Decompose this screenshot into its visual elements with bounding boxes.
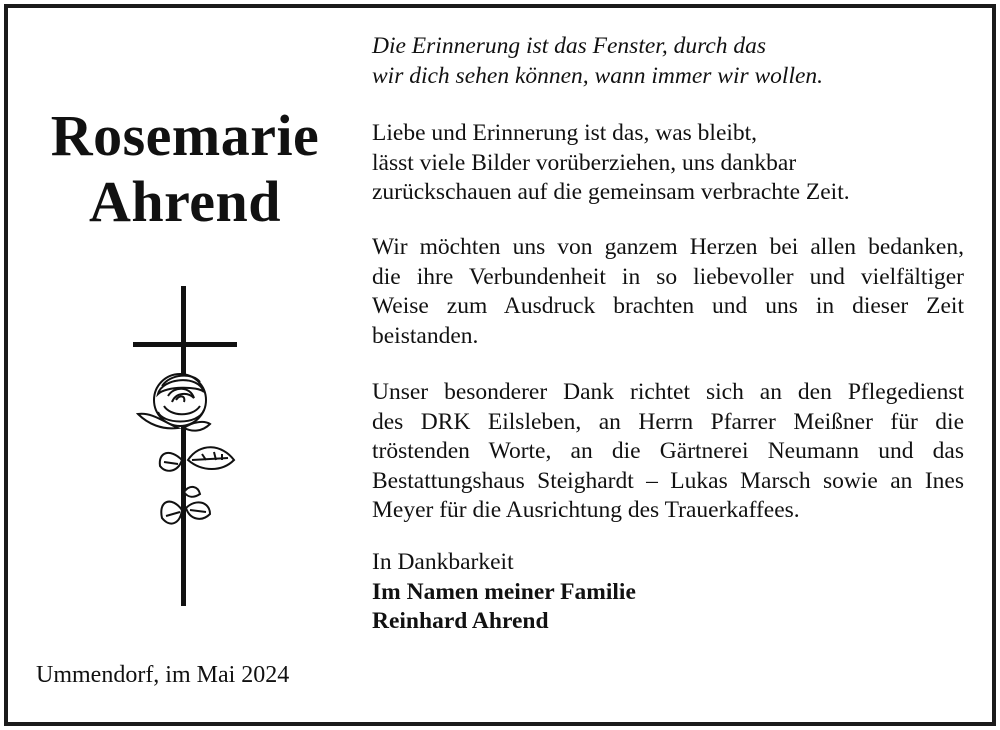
deceased-first-name: Rosemarie — [50, 103, 320, 168]
paragraph-line: zurückschauen auf die gemeinsam verbrachte Zeit. — [372, 179, 850, 205]
paragraph-line: Meyer für die Ausrichtung des Trauerkaffees. — [372, 497, 800, 523]
paragraph-line: Bestattungshaus Steighardt – Lukas Marsch sowie an Ines — [372, 467, 964, 494]
signature-intro: In Dankbarkeit — [372, 549, 514, 575]
signature-family: Im Namen meiner Familie — [372, 578, 636, 605]
paragraph-line: Unser besonderer Dank richtet sich an den Pflegedienst — [372, 379, 964, 405]
paragraph-line: die ihre Verbundenheit in so liebevoller und vielfältiger — [372, 263, 964, 290]
paragraph-line: Weise zum Ausdruck brachten und uns in dieser Zeit — [372, 293, 964, 319]
paragraph-line: lässt viele Bilder vorüberziehen, uns dankbar — [372, 149, 797, 176]
paragraph-line: des DRK Eilsleben, an Herrn Pfarrer Meißner für die — [372, 408, 964, 435]
quote — [372, 32, 964, 91]
quote-line: Die Erinnerung ist das Fenster, durch das — [372, 33, 767, 59]
quote-line: wir dich sehen können, wann immer wir wollen. — [372, 62, 824, 89]
paragraph-line: beistanden. — [372, 322, 479, 349]
paragraph-line: Wir möchten uns von ganzem Herzen bei allen bedanken, — [372, 234, 964, 260]
paragraph-line: tröstenden Worte, an die Gärtnerei Neumann und das — [372, 438, 964, 464]
paragraph-line: Liebe und Erinnerung ist das, was bleibt, — [372, 120, 758, 146]
place-date: Ummendorf, im Mai 2024 — [36, 662, 290, 688]
paragraph-memory — [372, 119, 964, 208]
paragraph-thanks — [372, 233, 964, 351]
signature-block — [372, 548, 964, 637]
paragraph-special-thanks — [372, 378, 964, 526]
cross-with-rose-icon — [118, 282, 258, 612]
deceased-last-name: Ahrend — [88, 169, 282, 234]
signature-name: Reinhard Ahrend — [372, 608, 549, 634]
